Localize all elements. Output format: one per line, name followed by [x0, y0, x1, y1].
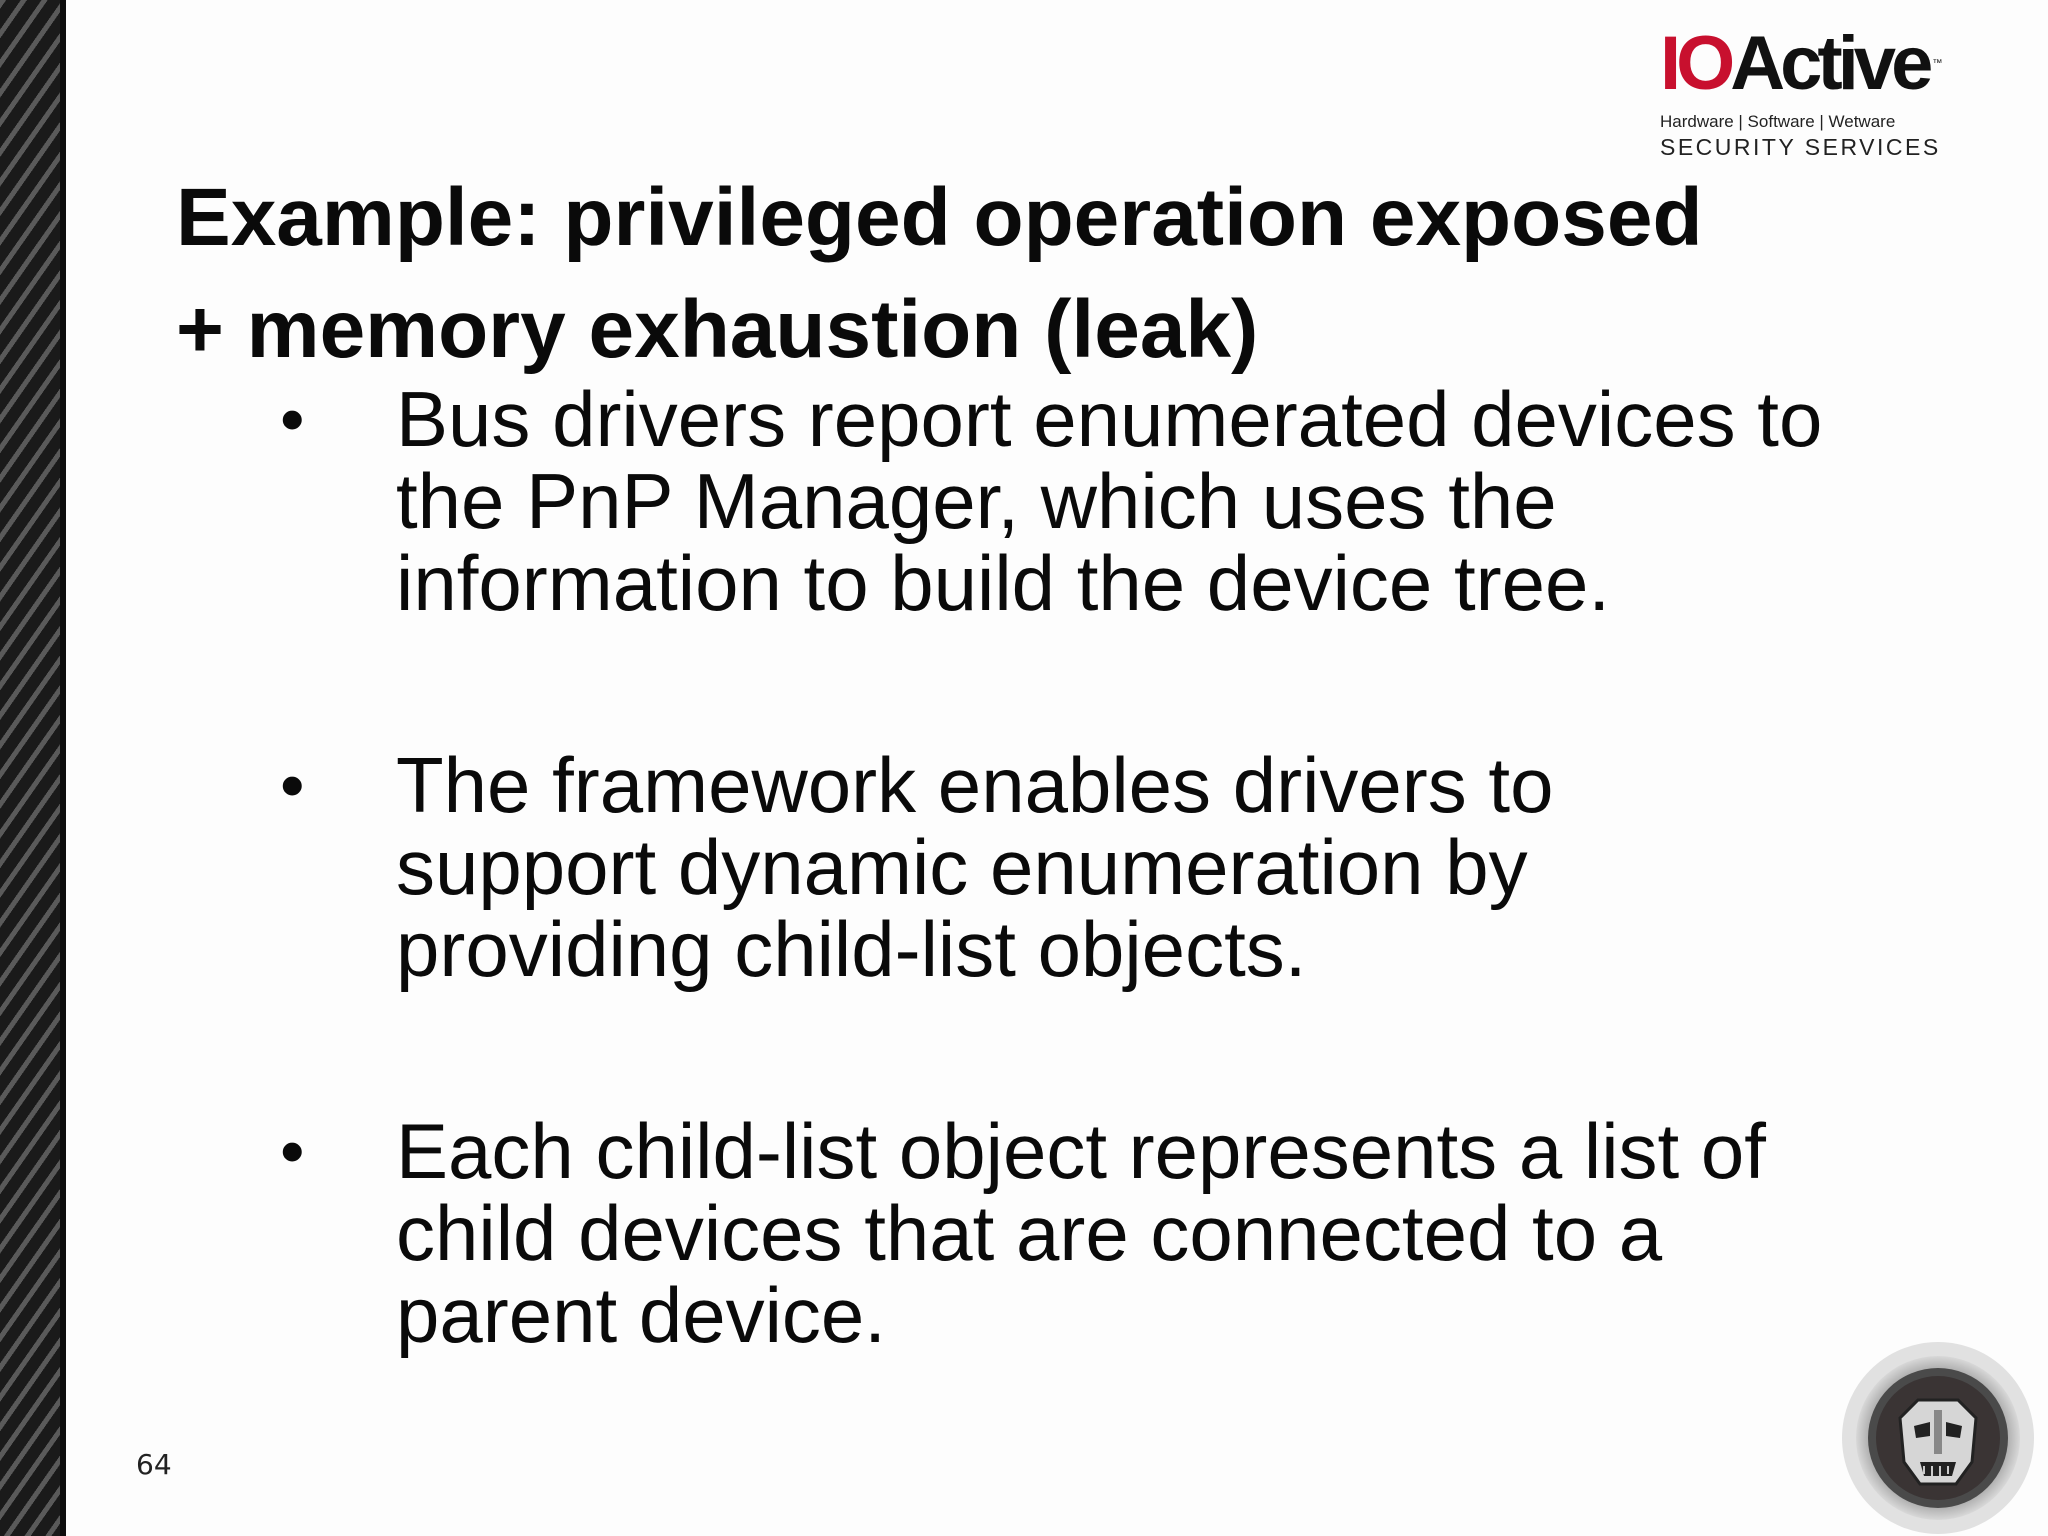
bullet-dot: • — [280, 1112, 305, 1190]
page-number: 64 — [136, 1448, 172, 1481]
bullet-text: Bus drivers report enumerated devices to the PnP Manager, which uses the information to build the device tree. — [396, 375, 1823, 627]
bullet-dot: • — [280, 746, 305, 824]
logo-tagline: Hardware | Software | Wetware — [1660, 112, 1896, 131]
logo-wordmark — [1660, 21, 1943, 106]
bullet-item — [280, 375, 1980, 627]
bullet-text: Each child-list object represents a list of child devices that are connected to a parent device. — [396, 1107, 1766, 1359]
logo-trademark: ™ — [1932, 58, 1943, 69]
bullet-list — [280, 375, 1980, 1359]
bullet-item — [280, 741, 1980, 993]
left-striped-border — [0, 0, 66, 1536]
ioactive-logo — [1660, 21, 1943, 162]
bullet-text: The framework enables drivers to support dynamic enumeration by providing child-list objects. — [396, 741, 1554, 993]
logo-wordmark-active: Active — [1730, 21, 1929, 106]
logo-wordmark-io: IO — [1660, 21, 1731, 106]
logo-services: SECURITY SERVICES — [1660, 134, 1941, 160]
slide-title: Example: privileged operation exposed + memory exhaustion (leak) — [176, 172, 1703, 375]
robot-emblem-icon — [1838, 1326, 2038, 1536]
bullet-item — [280, 1107, 1980, 1359]
bullet-dot: • — [280, 380, 305, 458]
